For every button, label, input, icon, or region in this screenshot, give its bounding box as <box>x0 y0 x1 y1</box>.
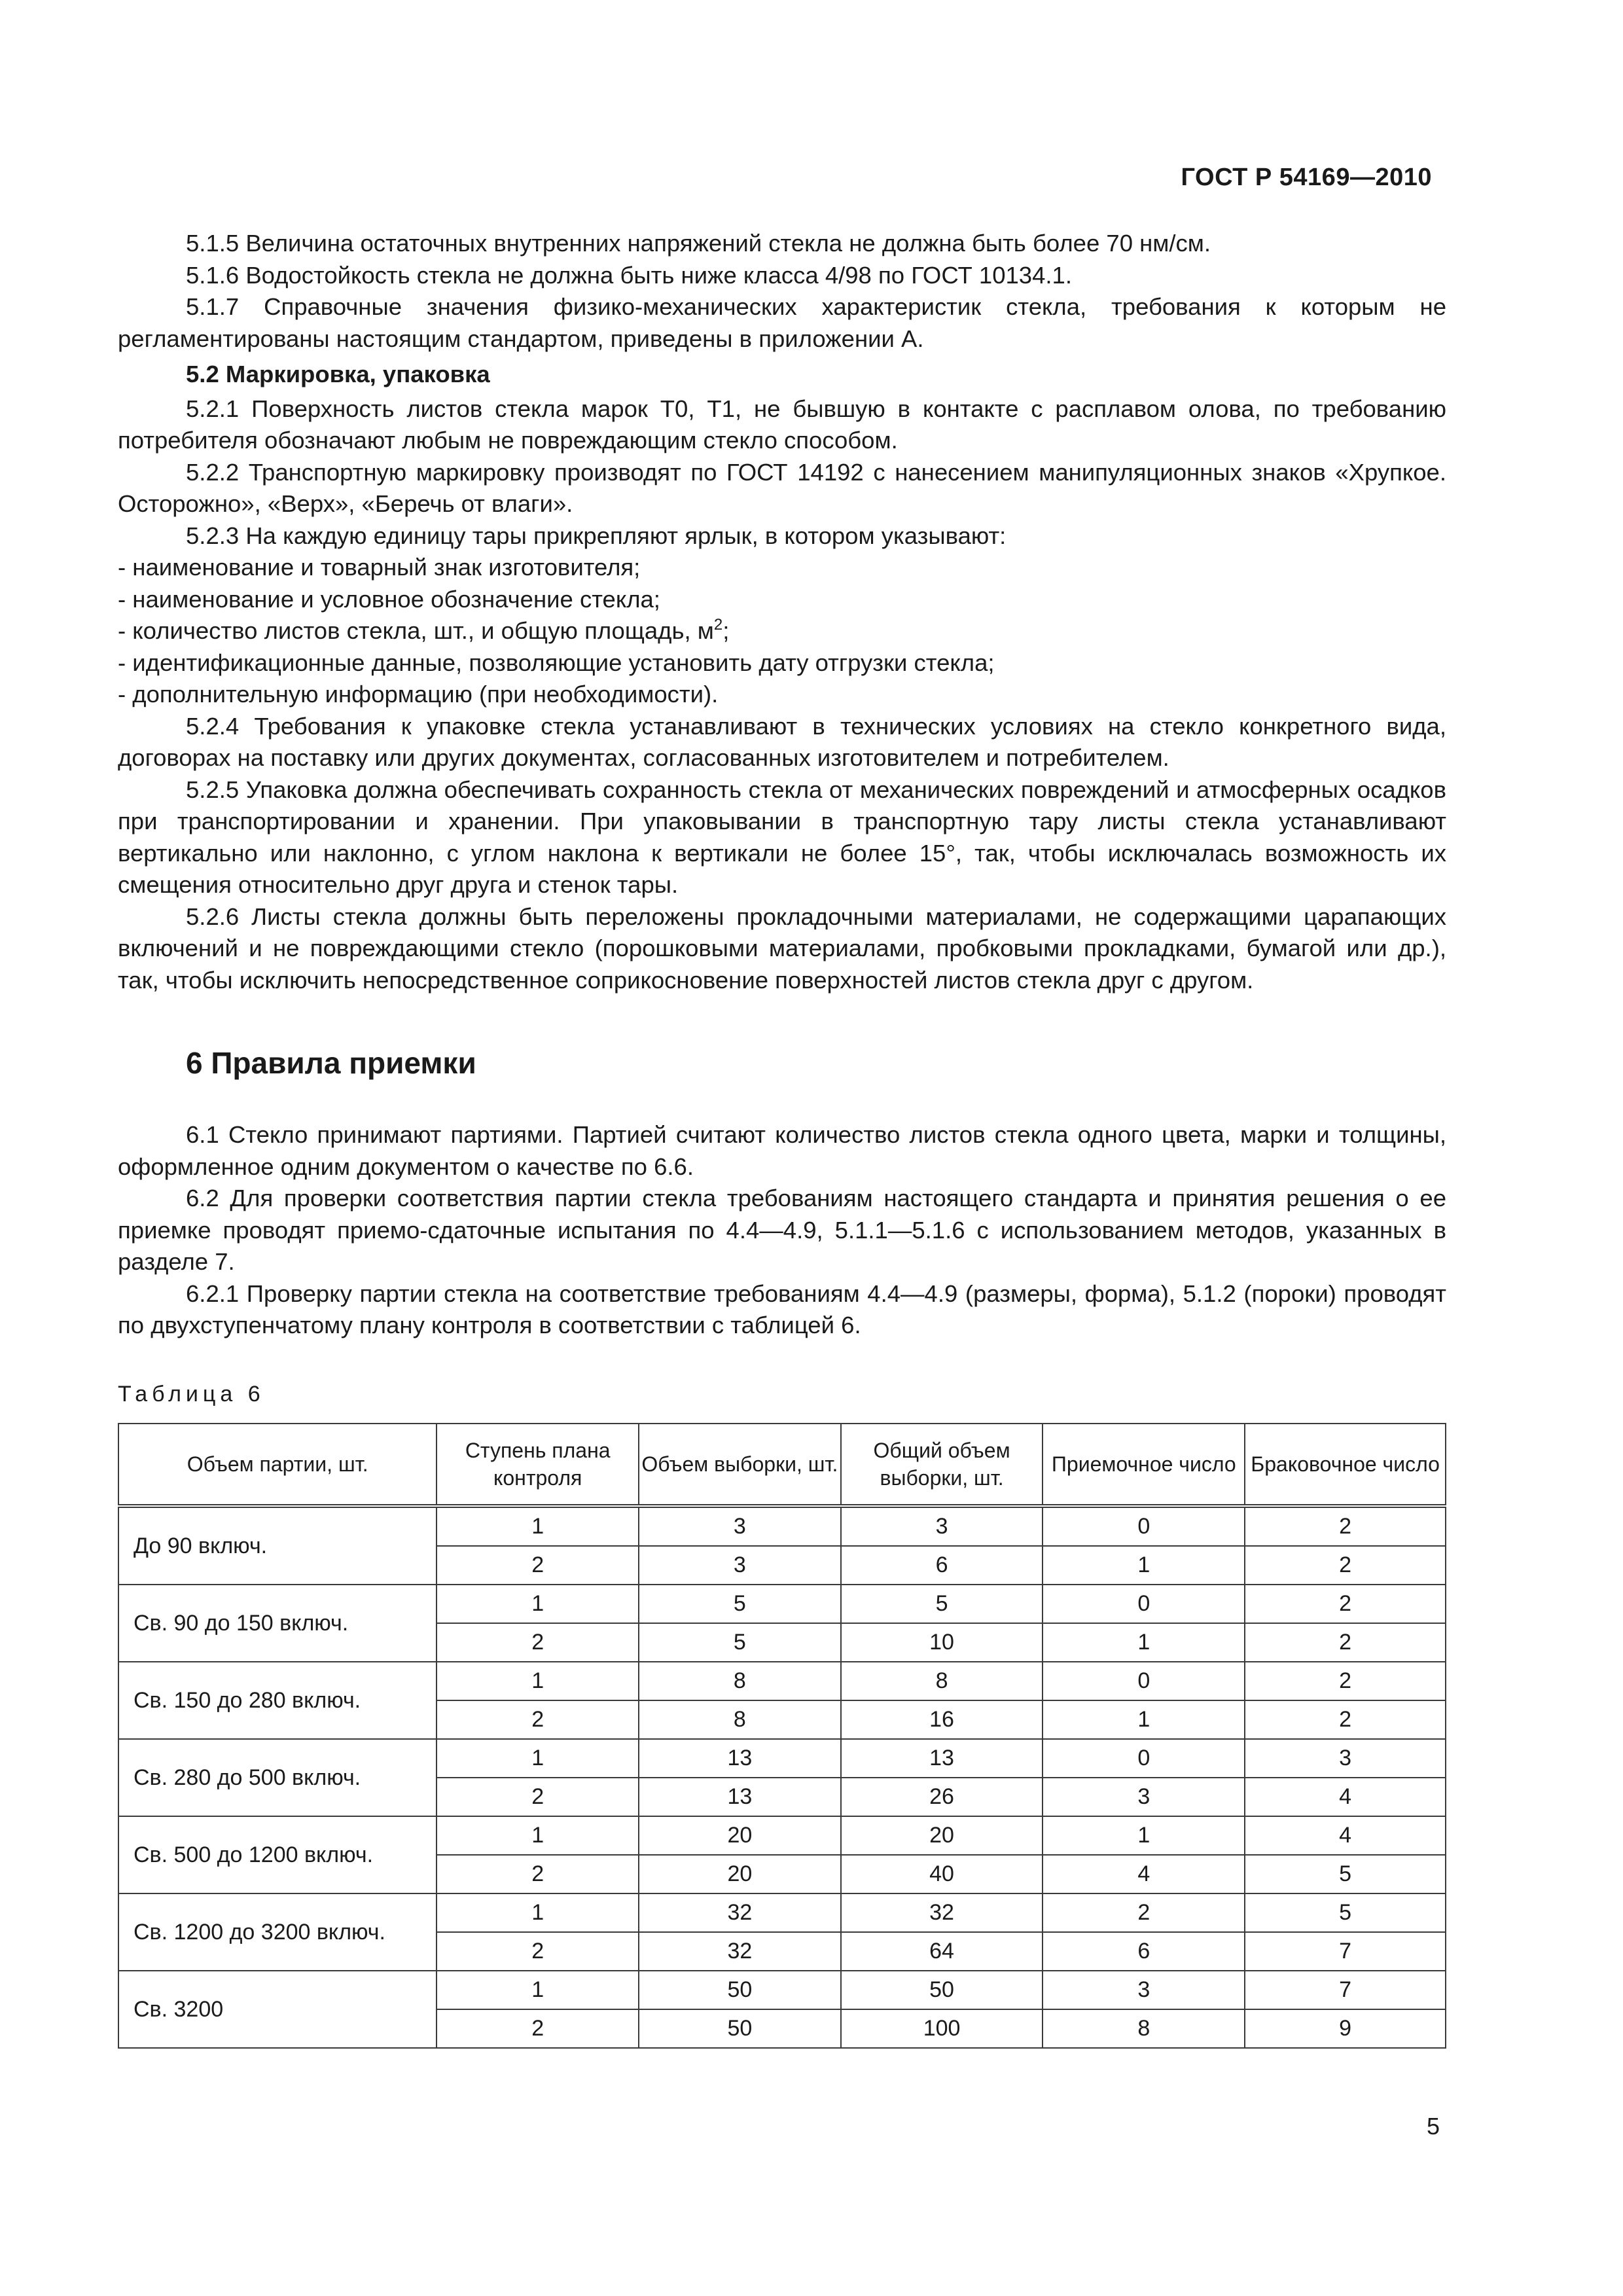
column-header-stage: Ступень плана контроля <box>437 1424 639 1506</box>
cell-total-sample: 32 <box>841 1893 1043 1932</box>
cell-lot-size: Св. 500 до 1200 включ. <box>118 1816 437 1893</box>
cell-total-sample: 10 <box>841 1623 1043 1662</box>
cell-stage: 2 <box>437 1546 639 1585</box>
cell-acceptance: 0 <box>1043 1662 1245 1700</box>
column-header-total-sample: Общий объем выборки, шт. <box>841 1424 1043 1506</box>
cell-stage: 1 <box>437 1739 639 1778</box>
table-body <box>118 1506 1446 2048</box>
paragraph-6-2-1: 6.2.1 Проверку партии стекла на соответствие требованиям 4.4—4.9 (размеры, форма), 5.1.2 (пороки) проводят по двухступенчатому плану контроля в соответствии с таблицей 6. <box>118 1280 1446 1338</box>
cell-rejection: 2 <box>1245 1546 1446 1585</box>
table-caption: Таблица 6 <box>118 1381 265 1407</box>
cell-rejection: 7 <box>1245 1971 1446 2009</box>
list-item: - наименование и условное обозначение стекла; <box>118 585 660 613</box>
cell-total-sample: 100 <box>841 2009 1043 2048</box>
cell-sample-size: 50 <box>639 2009 841 2048</box>
cell-lot-size: Св. 280 до 500 включ. <box>118 1739 437 1816</box>
cell-sample-size: 8 <box>639 1662 841 1700</box>
cell-rejection: 7 <box>1245 1932 1446 1971</box>
cell-sample-size: 32 <box>639 1893 841 1932</box>
paragraph-6-2: 6.2 Для проверки соответствия партии стекла требованиям настоящего стандарта и принятия решения о ее приемке проводят приемо-сдаточные испытания по 4.4—4.9, 5.1.1—5.1.6 с использованием методов, указанных в разделе 7. <box>118 1185 1446 1275</box>
cell-stage: 2 <box>437 1623 639 1662</box>
column-header-lot-size: Объем партии, шт. <box>118 1424 437 1506</box>
cell-sample-size: 20 <box>639 1855 841 1893</box>
cell-rejection: 2 <box>1245 1700 1446 1739</box>
table-row <box>118 1739 1446 1778</box>
paragraph-6-1: 6.1 Стекло принимают партиями. Партией считают количество листов стекла одного цвета, марки и толщины, оформленное одним документом о качестве по 6.6. <box>118 1121 1446 1180</box>
table-6 <box>118 1423 1446 2049</box>
cell-acceptance: 2 <box>1043 1893 1245 1932</box>
table-row <box>118 1585 1446 1623</box>
column-header-sample-size: Объем выборки, шт. <box>639 1424 841 1506</box>
page-number: 5 <box>1426 2113 1440 2140</box>
column-header-rejection: Браковочное число <box>1245 1424 1446 1506</box>
cell-acceptance: 6 <box>1043 1932 1245 1971</box>
cell-stage: 1 <box>437 1662 639 1700</box>
cell-acceptance: 0 <box>1043 1585 1245 1623</box>
cell-lot-size: До 90 включ. <box>118 1506 437 1585</box>
cell-stage: 1 <box>437 1893 639 1932</box>
table-header-row <box>118 1424 1446 1506</box>
cell-sample-size: 5 <box>639 1623 841 1662</box>
cell-acceptance: 1 <box>1043 1623 1245 1662</box>
cell-acceptance: 1 <box>1043 1700 1245 1739</box>
cell-stage: 2 <box>437 2009 639 2048</box>
cell-rejection: 4 <box>1245 1816 1446 1855</box>
cell-lot-size: Св. 90 до 150 включ. <box>118 1585 437 1662</box>
cell-total-sample: 5 <box>841 1585 1043 1623</box>
cell-total-sample: 8 <box>841 1662 1043 1700</box>
cell-total-sample: 50 <box>841 1971 1043 2009</box>
paragraph-5-2-2: 5.2.2 Транспортную маркировку производят по ГОСТ 14192 с нанесением манипуляционных знаков «Хрупкое. Осторожно», «Верх», «Беречь от влаги». <box>118 458 1446 517</box>
list-item: - дополнительную информацию (при необходимости). <box>118 681 719 708</box>
cell-sample-size: 13 <box>639 1739 841 1778</box>
cell-rejection: 3 <box>1245 1739 1446 1778</box>
cell-sample-size: 3 <box>639 1546 841 1585</box>
cell-acceptance: 0 <box>1043 1739 1245 1778</box>
cell-rejection: 2 <box>1245 1585 1446 1623</box>
cell-rejection: 2 <box>1245 1623 1446 1662</box>
cell-acceptance: 4 <box>1043 1855 1245 1893</box>
paragraph-5-2-5: 5.2.5 Упаковка должна обеспечивать сохранность стекла от механических повреждений и атмосферных осадков при транспортировании и хранении. При упаковывании в транспортную тару листы стекла устанавливают вертикально или наклонно, с углом наклона к вертикали не более 15°, так, чтобы исключалась возможность их смещения относительно друг друга и стенок тары. <box>118 776 1446 898</box>
cell-total-sample: 26 <box>841 1778 1043 1816</box>
cell-lot-size: Св. 1200 до 3200 включ. <box>118 1893 437 1971</box>
cell-stage: 1 <box>437 1585 639 1623</box>
superscript: 2 <box>713 616 723 634</box>
cell-sample-size: 13 <box>639 1778 841 1816</box>
paragraph-5-2-4: 5.2.4 Требования к упаковке стекла устанавливают в технических условиях на стекло конкретного вида, договорах на поставку или других документах, согласованных изготовителем и потребителем. <box>118 712 1446 771</box>
paragraph-5-1-6: 5.1.6 Водостойкость стекла не должна быть ниже класса 4/98 по ГОСТ 10134.1. <box>186 261 1072 289</box>
cell-stage: 2 <box>437 1778 639 1816</box>
cell-total-sample: 6 <box>841 1546 1043 1585</box>
cell-lot-size: Св. 150 до 280 включ. <box>118 1662 437 1739</box>
cell-sample-size: 20 <box>639 1816 841 1855</box>
cell-sample-size: 32 <box>639 1932 841 1971</box>
cell-acceptance: 3 <box>1043 1971 1245 2009</box>
section-heading-6: 6 Правила приемки <box>186 1046 476 1080</box>
paragraph-5-1-7: 5.1.7 Справочные значения физико-механических характеристик стекла, требования к которым не регламентированы настоящим стандартом, приведены в приложении А. <box>118 293 1446 352</box>
table-row <box>118 1816 1446 1855</box>
list-item-text-end: ; <box>722 617 730 644</box>
cell-total-sample: 16 <box>841 1700 1043 1739</box>
cell-rejection: 9 <box>1245 2009 1446 2048</box>
cell-stage: 1 <box>437 1506 639 1546</box>
cell-stage: 2 <box>437 1932 639 1971</box>
cell-rejection: 5 <box>1245 1893 1446 1932</box>
cell-stage: 1 <box>437 1971 639 2009</box>
list-item <box>118 615 1446 647</box>
cell-acceptance: 3 <box>1043 1778 1245 1816</box>
section-heading-5-2: 5.2 Маркировка, упаковка <box>186 361 490 387</box>
paragraph-5-2-1: 5.2.1 Поверхность листов стекла марок Т0, Т1, не бывшую в контакте с расплавом олова, по требованию потребителя обозначают любым не повреждающим стекло способом. <box>118 395 1446 454</box>
cell-total-sample: 40 <box>841 1855 1043 1893</box>
cell-acceptance: 8 <box>1043 2009 1245 2048</box>
cell-acceptance: 1 <box>1043 1546 1245 1585</box>
cell-total-sample: 13 <box>841 1739 1043 1778</box>
cell-rejection: 2 <box>1245 1506 1446 1546</box>
list-item: - идентификационные данные, позволяющие установить дату отгрузки стекла; <box>118 649 995 676</box>
cell-stage: 1 <box>437 1816 639 1855</box>
cell-stage: 2 <box>437 1700 639 1739</box>
list-item-text: - количество листов стекла, шт., и общую площадь, м <box>118 617 714 644</box>
cell-total-sample: 64 <box>841 1932 1043 1971</box>
paragraph-5-2-3: 5.2.3 На каждую единицу тары прикрепляют ярлык, в котором указывают: <box>186 522 1007 549</box>
cell-acceptance: 1 <box>1043 1816 1245 1855</box>
cell-rejection: 5 <box>1245 1855 1446 1893</box>
cell-stage: 2 <box>437 1855 639 1893</box>
table-row <box>118 1893 1446 1932</box>
cell-rejection: 2 <box>1245 1662 1446 1700</box>
cell-sample-size: 3 <box>639 1506 841 1546</box>
cell-sample-size: 5 <box>639 1585 841 1623</box>
cell-acceptance: 0 <box>1043 1506 1245 1546</box>
document-body <box>118 228 1446 2049</box>
paragraph-5-1-5: 5.1.5 Величина остаточных внутренних напряжений стекла не должна быть более 70 нм/см. <box>186 230 1211 257</box>
cell-total-sample: 3 <box>841 1506 1043 1546</box>
cell-sample-size: 8 <box>639 1700 841 1739</box>
paragraph-5-2-6: 5.2.6 Листы стекла должны быть переложены прокладочными материалами, не содержащими царапающих включений и не повреждающими стекло (порошковыми материалами, пробковыми прокладками, бумагой или др.), так, чтобы исключить непосредственное соприкосновение поверхностей листов стекла друг с другом. <box>118 903 1446 994</box>
cell-lot-size: Св. 3200 <box>118 1971 437 2048</box>
cell-sample-size: 50 <box>639 1971 841 2009</box>
cell-total-sample: 20 <box>841 1816 1043 1855</box>
cell-rejection: 4 <box>1245 1778 1446 1816</box>
column-header-acceptance: Приемочное число <box>1043 1424 1245 1506</box>
table-row <box>118 1506 1446 1546</box>
table-row <box>118 1662 1446 1700</box>
list-item: - наименование и товарный знак изготовителя; <box>118 554 641 581</box>
document-code: ГОСТ Р 54169—2010 <box>1181 164 1432 191</box>
table-row <box>118 1971 1446 2009</box>
